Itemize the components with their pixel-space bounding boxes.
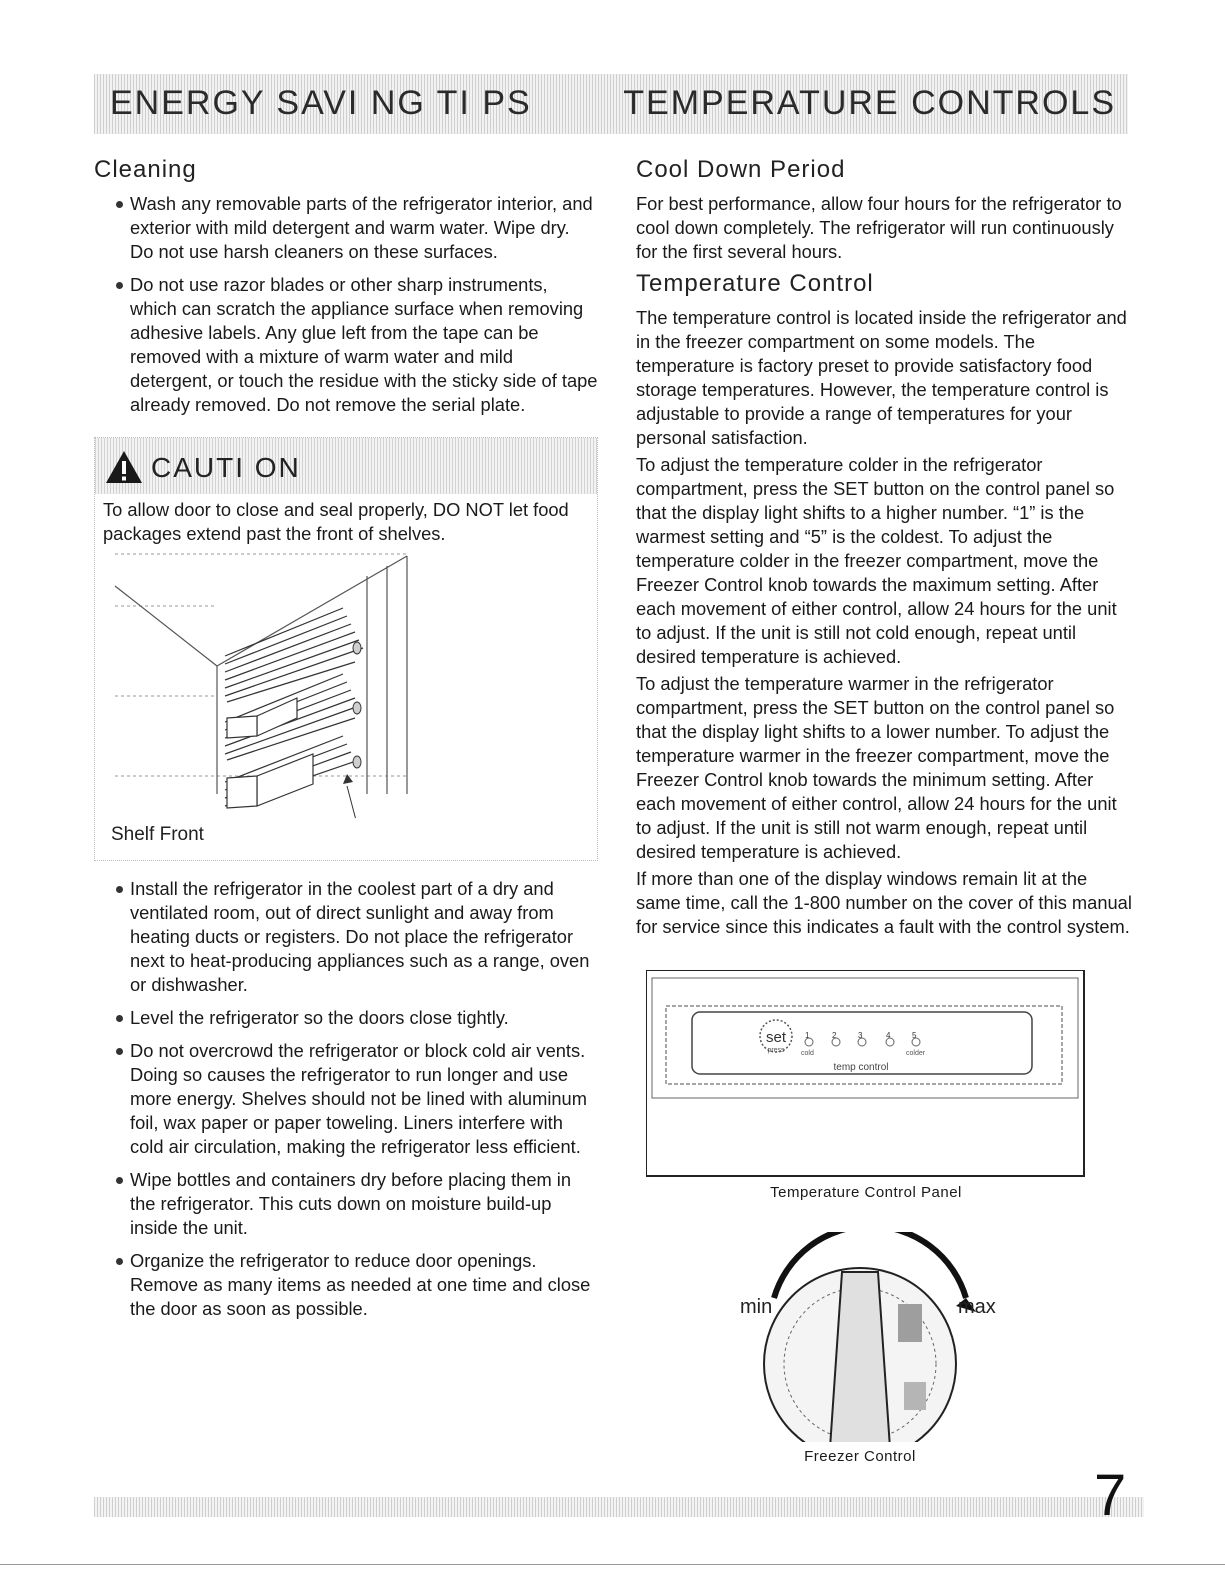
panel-number-5: 5 <box>912 1031 917 1040</box>
temperature-paragraph: If more than one of the display windows remain lit at the same time, call the 1-800 number on the cover of this manual for service since this indicates a fault with the control system. <box>636 868 1132 937</box>
section-title-temperature-controls: TEMPERATURE CONTROLS <box>623 84 1116 122</box>
freezer-control-caption: Freezer Control <box>804 1448 916 1465</box>
temperature-control-panel-caption: Temperature Control Panel <box>770 1184 962 1201</box>
panel-number-4: 4 <box>886 1031 891 1040</box>
list-item: Install the refrigerator in the coolest part of a dry and ventilated room, out of direct sunlight and away from heating ducts or registers. Do not place the refrigerator next to heat-producing appliances such as a range, oven or dishwasher. <box>94 877 598 997</box>
footer-band <box>94 1497 1144 1517</box>
list-item: Wash any removable parts of the refrigerator interior, and exterior with mild detergent and warm water. Wipe dry. Do not use harsh cleaners on these surfaces. <box>94 192 598 264</box>
panel-number-1: 1 <box>805 1031 810 1040</box>
colder-label: colder <box>906 1050 926 1057</box>
bottom-rule <box>0 1564 1225 1565</box>
header-band <box>94 74 1128 134</box>
list-item: Level the refrigerator so the doors close tightly. <box>94 1006 598 1030</box>
temperature-paragraph: To adjust the temperature warmer in the refrigerator compartment, press the SET button on the control panel so that the display light shifts to a lower number. To adjust the temperature warmer in the freezer compartment, move the Freezer Control knob towards the minimum setting. After each movement of either control, allow 24 hours for the unit to adjust. If the unit is still not warm enough, repeat until desired temperature is achieved. <box>636 673 1117 862</box>
list-item: Wipe bottles and containers dry before placing them in the refrigerator. This cuts down on moisture build-up inside the unit. <box>94 1168 598 1240</box>
list-item: Organize the refrigerator to reduce door openings. Remove as many items as needed at one time and close the door as soon as possible. <box>94 1249 598 1321</box>
section-title-energy-saving: ENERGY SAVI NG TI PS <box>110 84 532 122</box>
shelf-illustration <box>107 546 427 818</box>
cool-down-text: For best performance, allow four hours for the refrigerator to cool down completely. The refrigerator will run continuously for the first several hours. <box>636 193 1122 262</box>
panel-number-3: 3 <box>858 1031 863 1040</box>
cool-down-heading: Cool Down Period <box>636 156 846 183</box>
temp-control-label: temp control <box>833 1062 889 1073</box>
dial-max-label: max <box>958 1296 996 1318</box>
temperature-control-panel-figure <box>646 970 1086 1178</box>
panel-number-2: 2 <box>832 1031 837 1040</box>
cold-label: cold <box>801 1050 814 1057</box>
caution-text: To allow door to close and seal properly, DO NOT let food packages extend past the front of shelves. <box>103 499 569 544</box>
cleaning-list <box>94 192 598 417</box>
tips-list <box>94 877 598 1321</box>
list-item: Do not overcrowd the refrigerator or block cold air vents. Doing so causes the refrigerator to run longer and use more energy. Shelves should not be lined with aluminum foil, wax paper or paper toweling. Liners interfere with cold air circulation, making the refrigerator less efficient. <box>94 1039 598 1159</box>
warning-icon <box>105 450 143 484</box>
temperature-control-heading: Temperature Control <box>636 270 874 297</box>
shelf-front-label: Shelf Front <box>111 824 204 845</box>
list-item: Do not use razor blades or other sharp instruments, which can scratch the appliance surface when removing adhesive labels. Any glue left from the tape can be removed with a mixture of warm water and mild detergent, or touch the residue with the sticky side of tape already removed. Do not remove the serial plate. <box>94 273 598 417</box>
dial-min-label: min <box>740 1296 773 1318</box>
temperature-paragraph: The temperature control is located inside the refrigerator and in the freezer compartment on some models. The temperature is factory preset to provide satisfactory food storage temperatures. However, the temperature control is adjustable to provide a range of temperatures for your personal satisfaction. <box>636 307 1127 448</box>
set-button[interactable]: set <box>765 1029 786 1046</box>
right-column <box>636 150 1136 942</box>
press-label: press <box>767 1047 785 1054</box>
cleaning-heading: Cleaning <box>94 156 197 183</box>
left-column <box>94 150 598 1330</box>
caution-title: CAUTI ON <box>151 452 301 483</box>
page-number: 7 <box>1094 1463 1127 1528</box>
freezer-control-dial <box>730 1232 990 1442</box>
caution-box <box>94 437 598 861</box>
temperature-paragraph: To adjust the temperature colder in the refrigerator compartment, press the SET button on the control panel so that the display light shifts to a higher number. “1” is the warmest setting and “5” is the coldest. To adjust the temperature colder in the freezer compartment, move the Freezer Control knob towards the maximum setting. After each movement of either control, allow 24 hours for the unit to adjust. If the unit is still not cold enough, repeat until desired temperature is achieved. <box>636 454 1117 667</box>
